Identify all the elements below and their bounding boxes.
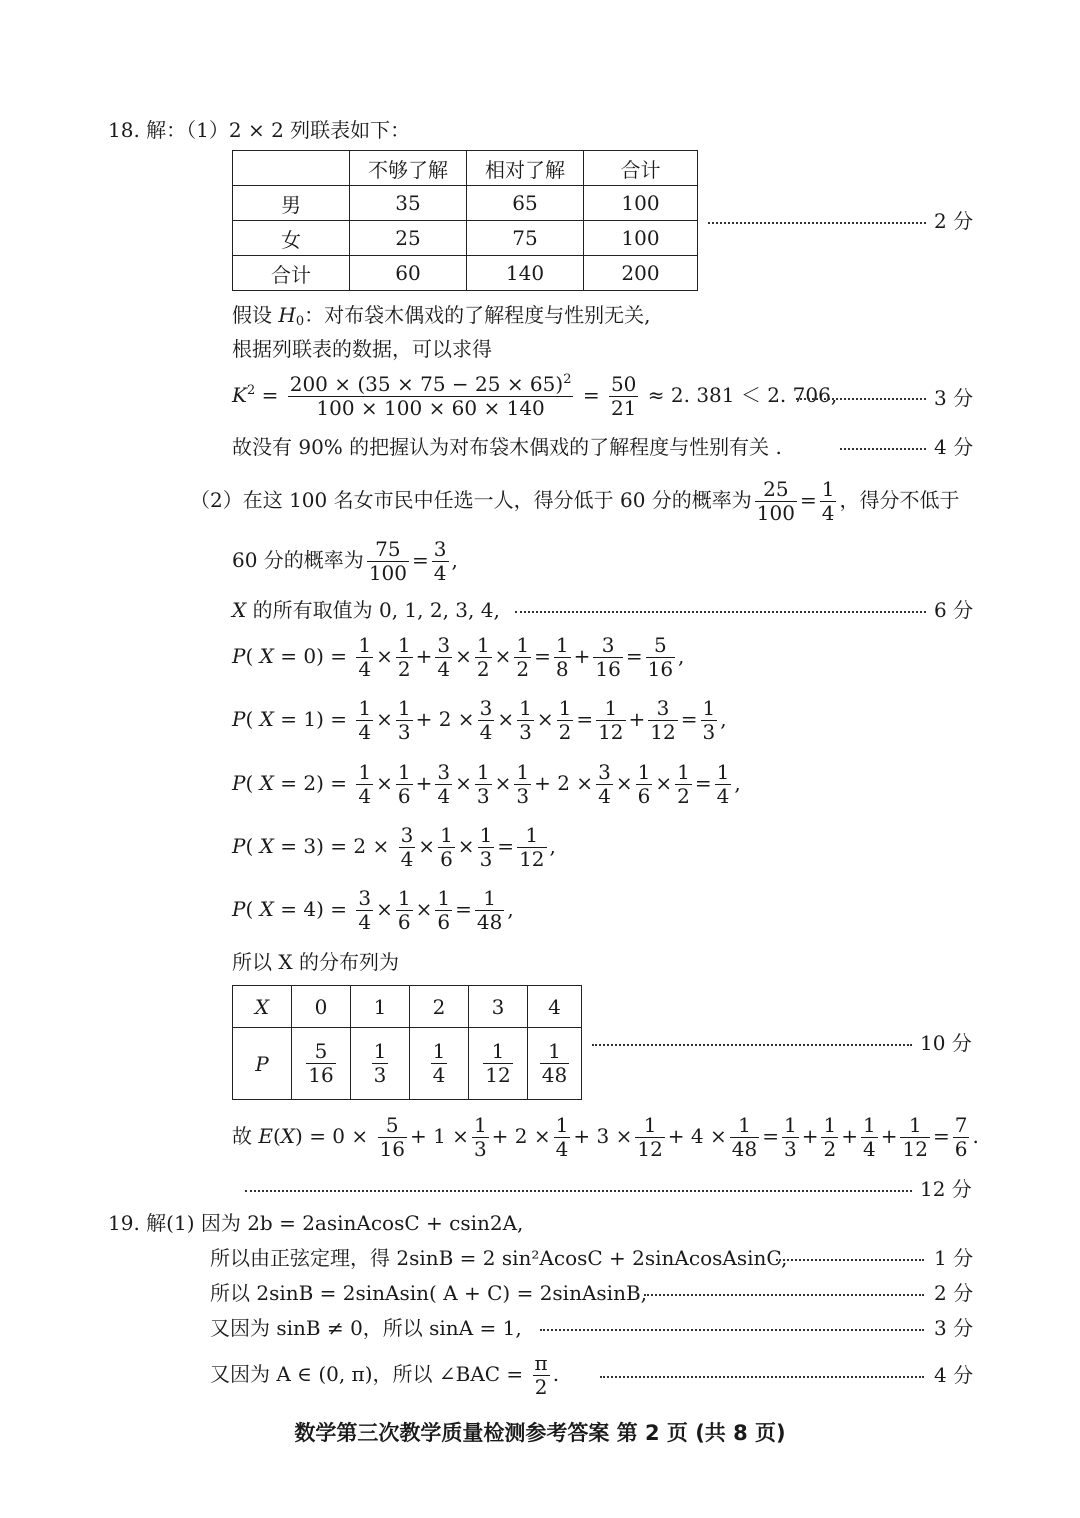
part2-text-tail: ，得分不低于 — [839, 488, 960, 512]
q19-line2: 所以由正弦定理，得 2sinB = 2 sin²AcosC + 2sinAcosAsinC, — [210, 1246, 788, 1270]
score-mark: 3 分 — [934, 386, 974, 410]
table-cell: 200 — [584, 256, 698, 291]
table-cell: 35 — [350, 186, 467, 221]
prob-x1: P( X = 1) = $\frac{1}{4}$ × $\frac{1}{3}$ + 2 × $\frac{3}{4}$ × $\frac{1}{3}$ × $\frac{1}{2}$ = $\frac{1}{12}$ + $\frac{3}{12}$ = $\frac{1}{3}$ , — [232, 696, 727, 744]
table-row — [233, 256, 698, 291]
leader-dots — [515, 611, 926, 613]
score-mark: 12 分 — [920, 1177, 972, 1201]
k2-numerator: 200 × (35 × 75 − 25 × 65) — [289, 372, 564, 396]
x-values-text: 的所有取值为 0, 1, 2, 3, 4, — [252, 598, 500, 622]
table-row — [233, 186, 698, 221]
part2-line1: （2）在这 100 名女市民中任选一人，得分低于 60 分的概率为 $\frac{25}{100}$ = $\frac{1}{4}$ ，得分不低于 — [190, 477, 960, 525]
table-cell: $\frac{5}{16}$ — [292, 1028, 351, 1100]
hypothesis-line: 假设 $H_0$：对布袋木偶戏的了解程度与性别无关, — [232, 303, 651, 329]
page-footer: 数学第三次教学质量检测参考答案 第 2 页 (共 8 页) — [294, 1421, 786, 1445]
part2-line2: 60 分的概率为 $\frac{75}{100}$ = $\frac{3}{4}$ , — [232, 537, 458, 585]
score-mark: 6 分 — [934, 598, 974, 622]
table-cell: 2 — [410, 986, 469, 1028]
table-cell: 100 — [584, 221, 698, 256]
x-values-line: X 的所有取值为 0, 1, 2, 3, 4, — [232, 598, 500, 622]
table-cell: 140 — [467, 256, 584, 291]
leader-dots — [592, 1044, 912, 1046]
table-header-cell: P — [233, 1028, 292, 1100]
leader-dots — [540, 1329, 924, 1331]
expectation-line: 故 E(X) = 0 × $\frac{5}{16}$ + 1 × $\frac{1}{3}$ + 2 × $\frac{1}{4}$ + 3 × $\frac{1}{12}$ + 4 × $\frac{1}{48}$ = $\frac{1}{3}$ + $\frac{1}{2}$ + $\frac{1}{4}$ + $\frac{1}{12}$ = $\frac{7}{6}$ . — [232, 1113, 979, 1161]
table-header-cell: X — [233, 986, 292, 1028]
q19-line1: 19. 解(1) 因为 2b = 2asinAcosC + csin2A, — [108, 1211, 524, 1235]
q19-line4: 又因为 sinB ≠ 0，所以 sinA = 1, — [210, 1316, 522, 1340]
k2-formula: $K^2$ = $\frac{200 \times (35 \times 75 - 25 \times 65)^2}{100 \times 100 \times 60 \times 140}$ = $\frac{50}{21}$ ≈ 2. 381 ＜ 2. 706, — [232, 372, 838, 420]
conclusion-line: 故没有 90% 的把握认为对布袋木偶戏的了解程度与性别有关 . — [232, 435, 782, 459]
table-cell: 0 — [292, 986, 351, 1028]
table-header-cell: 不够了解 — [350, 151, 467, 186]
q19-line5-text: 又因为 A ∈ (0, π)，所以 ∠BAC = — [210, 1362, 524, 1386]
table-cell: $\frac{1}{4}$ — [410, 1028, 469, 1100]
q19-line3: 所以 2sinB = 2sinAsin( A + C) = 2sinAsinB, — [210, 1281, 648, 1305]
fraction-denominator: 2 — [534, 1375, 548, 1399]
part2-text: 60 分的概率为 — [232, 548, 364, 572]
table-row — [233, 986, 582, 1028]
fraction-numerator: 50 — [610, 372, 637, 396]
table-header-cell: 合计 — [584, 151, 698, 186]
table-cell: 4 — [528, 986, 582, 1028]
prob-x2: P( X = 2) = $\frac{1}{4}$ × $\frac{1}{6}$ + $\frac{3}{4}$ × $\frac{1}{3}$ × $\frac{1}{3}$ + 2 × $\frac{3}{4}$ × $\frac{1}{6}$ × $\frac{1}{2}$ = $\frac{1}{4}$ , — [232, 760, 741, 808]
score-mark: 10 分 — [920, 1031, 972, 1055]
distribution-table — [232, 985, 582, 1100]
fraction-denominator: 21 — [610, 396, 637, 420]
prob-x3: P( X = 3) = 2 × $\frac{3}{4}$ × $\frac{1}{6}$ × $\frac{1}{3}$ = $\frac{1}{12}$ , — [232, 823, 556, 871]
leader-dots — [644, 1294, 924, 1296]
table-cell: 男 — [233, 186, 350, 221]
leader-dots — [796, 398, 926, 400]
leader-dots — [600, 1376, 924, 1378]
hypothesis-text: ：对布袋木偶戏的了解程度与性别无关, — [304, 303, 651, 327]
leader-dots — [245, 1190, 912, 1192]
leader-dots — [708, 222, 926, 224]
table-header-cell: 相对了解 — [467, 151, 584, 186]
table-cell: 65 — [467, 186, 584, 221]
hypothesis-prefix: 假设 — [232, 303, 279, 327]
score-mark: 3 分 — [934, 1316, 974, 1340]
score-mark: 1 分 — [934, 1246, 974, 1270]
score-mark: 2 分 — [934, 209, 974, 233]
table-row — [233, 1028, 582, 1100]
table-cell: 女 — [233, 221, 350, 256]
score-mark: 4 分 — [934, 435, 974, 459]
table-header-cell — [233, 151, 350, 186]
score-mark: 4 分 — [934, 1363, 974, 1387]
table-cell: 3 — [469, 986, 528, 1028]
fraction-numerator: π — [534, 1351, 548, 1375]
k2-denominator: 100 × 100 × 60 × 140 — [316, 396, 545, 420]
score-mark: 2 分 — [934, 1281, 974, 1305]
table-cell: $\frac{1}{3}$ — [351, 1028, 410, 1100]
table-cell: 25 — [350, 221, 467, 256]
dist-intro: 所以 X 的分布列为 — [232, 950, 399, 974]
table-cell: 60 — [350, 256, 467, 291]
k2-result-fraction — [609, 373, 638, 420]
table-cell: $\frac{1}{12}$ — [469, 1028, 528, 1100]
part2-text: （2）在这 100 名女市民中任选一人，得分低于 60 分的概率为 — [190, 488, 752, 512]
q19-line5: 又因为 A ∈ (0, π)，所以 ∠BAC = $\frac{\pi}{2}$ . — [210, 1351, 560, 1399]
table-row — [233, 221, 698, 256]
prob-x0: P( X = 0) = $\frac{1}{4}$ × $\frac{1}{2}$ + $\frac{3}{4}$ × $\frac{1}{2}$ × $\frac{1}{2}$ = $\frac{1}{8}$ + $\frac{3}{16}$ = $\frac{5}{16}$ , — [232, 633, 685, 681]
leader-dots — [840, 448, 926, 450]
table-cell: $\frac{1}{48}$ — [528, 1028, 582, 1100]
table-cell: 75 — [467, 221, 584, 256]
q18-header: 18. 解：（1）2 × 2 列联表如下： — [108, 118, 411, 142]
calc-intro: 根据列联表的数据，可以求得 — [232, 337, 492, 361]
table-cell: 100 — [584, 186, 698, 221]
contingency-table — [232, 150, 698, 291]
k2-fraction: $\frac{200 \times (35 \times 75 - 25 \times 65)^2}{100 \times 100 \times 60 \times 140}$ — [289, 372, 572, 420]
table-cell: 1 — [351, 986, 410, 1028]
k2-comparison: ≈ 2. 381 ＜ 2. 706, — [647, 383, 838, 407]
table-cell: 合计 — [233, 256, 350, 291]
prob-x4: P( X = 4) = $\frac{3}{4}$ × $\frac{1}{6}$ × $\frac{1}{6}$ = $\frac{1}{48}$ , — [232, 886, 514, 934]
leader-dots — [776, 1259, 924, 1261]
